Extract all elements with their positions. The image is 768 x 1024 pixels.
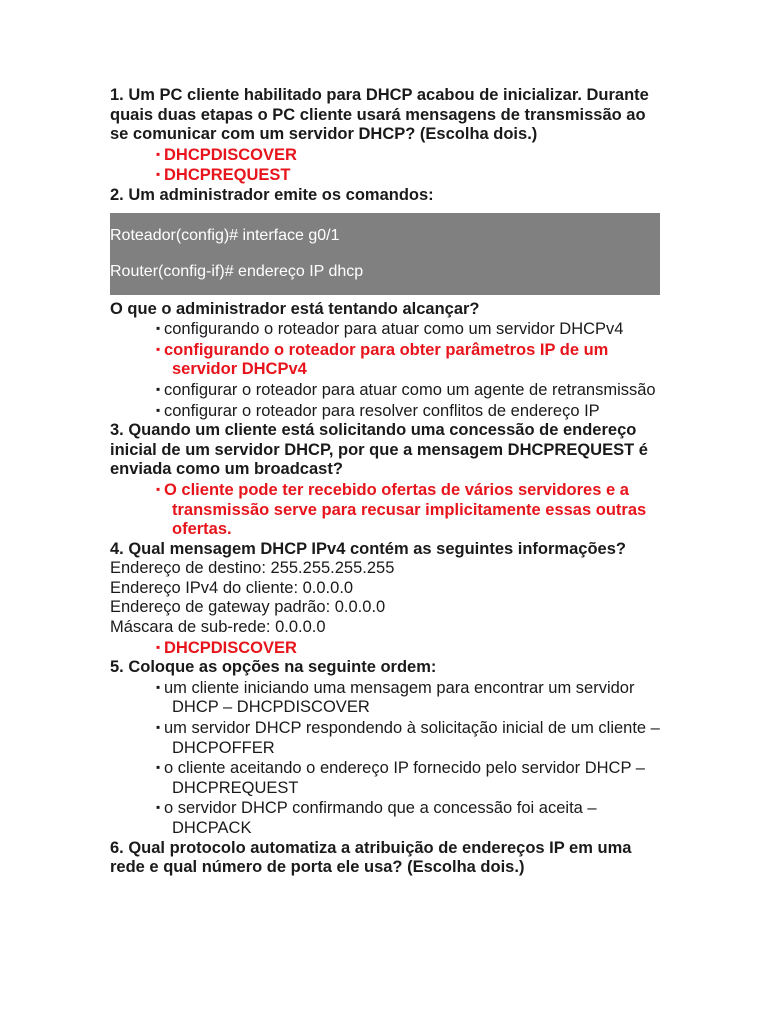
question-4: 4. Qual mensagem DHCP IPv4 contém as seguintes informações? (110, 539, 626, 558)
bullet-icon: ▪ (156, 800, 161, 815)
question-1: 1. Um PC cliente habilitado para DHCP acabou de inicializar. Durante quais duas etapas o PC cliente usará mensagens de transmissão ao se comunicar com um servidor DHCP? (Escolha dois.) (110, 86, 649, 144)
quiz-document (110, 86, 660, 878)
option-item: ▪ configurando o roteador para atuar como um servidor DHCPv4 (156, 320, 624, 339)
option-item: ▪ um servidor DHCP respondendo à solicitação inicial de um cliente – DHCPOFFER (156, 719, 660, 757)
option-item: ▪ um cliente iniciando uma mensagem para encontrar um servidor DHCP – DHCPDISCOVER (156, 678, 635, 717)
bullet-icon: ▪ (156, 341, 161, 356)
bullet-icon: ▪ (156, 481, 161, 496)
question-5-options (110, 678, 660, 839)
option-item: ▪ configurar o roteador para atuar como um agente de retransmissão (156, 380, 656, 399)
question-1-options (110, 145, 660, 186)
question-6: 6. Qual protocolo automatiza a atribuição de endereços IP em uma rede e qual número de porta ele usa? (Escolha dois.) (110, 838, 632, 877)
option-correct: ▪ DHCPDISCOVER (156, 638, 297, 657)
detail-gateway: Endereço de gateway padrão: 0.0.0.0 (110, 598, 386, 617)
question-2-prompt: O que o administrador está tentando alcançar? (110, 299, 480, 318)
command-line: Router(config-if)# endereço IP dhcp (110, 262, 364, 280)
option-item: ▪ configurar o roteador para resolver conflitos de endereço IP (156, 401, 600, 420)
detail-destination: Endereço de destino: 255.255.255.255 (110, 559, 395, 578)
command-box (110, 213, 660, 295)
bullet-icon: ▪ (156, 321, 161, 336)
bullet-icon: ▪ (156, 167, 161, 182)
question-2: 2. Um administrador emite os comandos: (110, 185, 434, 204)
detail-client-ip: Endereço IPv4 do cliente: 0.0.0.0 (110, 578, 354, 597)
question-3: 3. Quando um cliente está solicitando uma concessão de endereço inicial de um servidor DHCP, por que a mensagem DHCPREQUEST é enviada como um broadcast? (110, 421, 648, 479)
question-5: 5. Coloque as opções na seguinte ordem: (110, 658, 437, 677)
bullet-icon: ▪ (156, 639, 161, 654)
bullet-icon: ▪ (156, 146, 161, 161)
option-dhcprequest: ▪ DHCPREQUEST (156, 166, 291, 185)
question-2-options (110, 319, 660, 421)
bullet-icon: ▪ (156, 381, 161, 396)
detail-subnet-mask: Máscara de sub-rede: 0.0.0.0 (110, 618, 326, 637)
option-dhcpdiscover: ▪ DHCPDISCOVER (156, 145, 297, 164)
option-item: ▪ o cliente aceitando o endereço IP fornecido pelo servidor DHCP – DHCPREQUEST (156, 759, 645, 797)
bullet-icon: ▪ (156, 679, 161, 694)
command-line: Roteador(config)# interface g0/1 (110, 226, 340, 244)
bullet-icon: ▪ (156, 760, 161, 775)
option-item: ▪ o servidor DHCP confirmando que a concessão foi aceita – DHCPACK (156, 799, 597, 837)
bullet-icon: ▪ (156, 402, 161, 417)
option-correct: ▪ configurando o roteador para obter parâmetros IP de um servidor DHCPv4 (156, 340, 609, 379)
bullet-icon: ▪ (156, 720, 161, 735)
question-3-options (110, 480, 660, 540)
option-correct: ▪ O cliente pode ter recebido ofertas de vários servidores e a transmissão serve para recusar implicitamente essas outras ofertas. (156, 480, 647, 539)
question-4-options (110, 638, 660, 659)
